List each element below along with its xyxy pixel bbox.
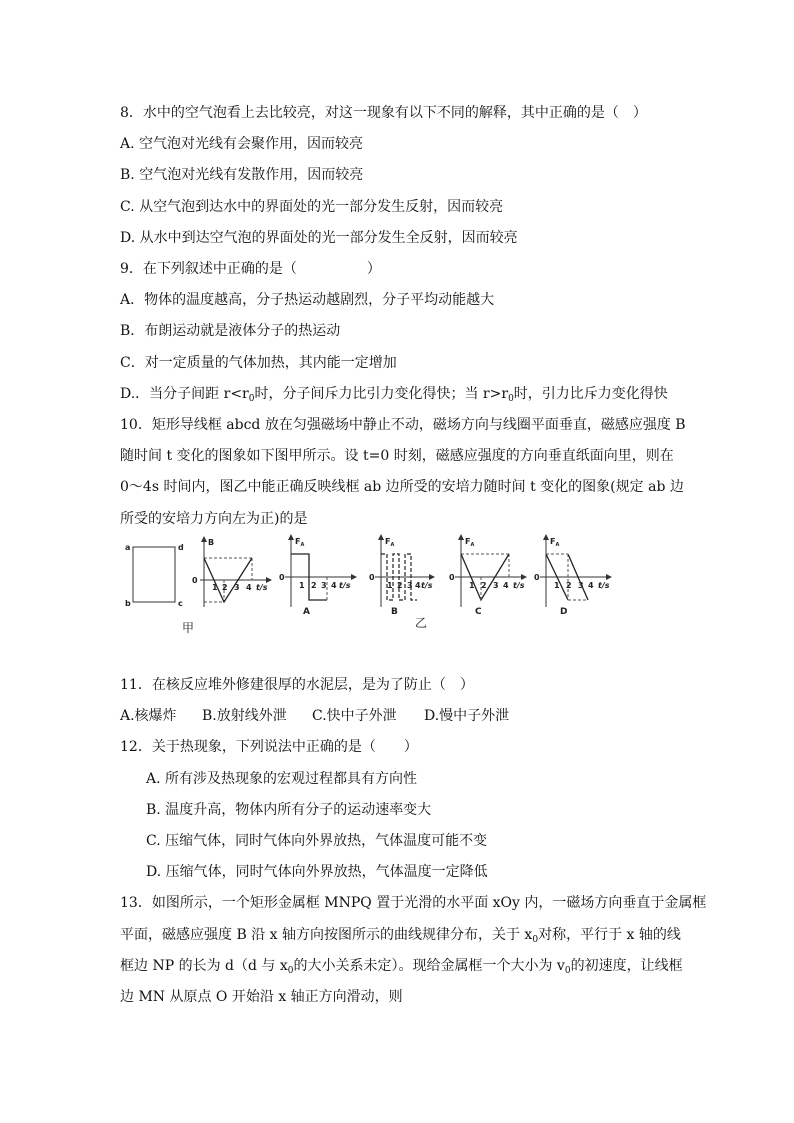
q8-option-c: C. 从空气泡到达水中的界面处的光一部分发生反射，因而较亮 bbox=[120, 199, 504, 215]
tick-1: 1 bbox=[469, 581, 475, 590]
tick-4: 4 bbox=[331, 581, 337, 590]
origin-label: 0 bbox=[369, 573, 375, 582]
origin-label: 0 bbox=[449, 573, 455, 582]
q12-option-d: D. 压缩气体，同时气体向外界放热，气体温度一定降低 bbox=[146, 864, 488, 880]
q8-option-b: B. 空气泡对光线有发散作用，因而较亮 bbox=[120, 167, 364, 183]
q9-stem: 9．在下列叙述中正确的是（ ） bbox=[120, 261, 381, 277]
tick-1: 1 bbox=[212, 583, 218, 592]
graph-option-d bbox=[534, 534, 612, 617]
graph-option-c bbox=[449, 534, 527, 617]
q8-option-a: A. 空气泡对光线有会聚作用，因而较亮 bbox=[120, 136, 364, 152]
time-axis-label: t/s bbox=[421, 581, 433, 590]
frame-corner-a: a bbox=[125, 543, 131, 552]
option-label-d: D bbox=[560, 607, 568, 617]
q13-line-2: 平面，磁感应强度 B 沿 x 轴方向按图所示的曲线规律分布，关于 $x_0$对称，平行于 x 轴的线 bbox=[120, 927, 681, 945]
q12-stem: 12．关于热现象，下列说法中正确的是（ ） bbox=[120, 739, 418, 755]
q9-option-c: C．对一定质量的气体加热，其内能一定增加 bbox=[120, 355, 397, 371]
axis-b-label: B bbox=[208, 538, 215, 547]
q10-figure bbox=[120, 532, 620, 637]
graph-option-a bbox=[279, 534, 357, 617]
q12-option-a: A. 所有涉及热现象的宏观过程都具有方向性 bbox=[146, 771, 418, 787]
option-label-b: B bbox=[391, 607, 398, 617]
q10-line-4: 所受的安培力方向左为正)的是 bbox=[120, 511, 308, 527]
origin-label: 0 bbox=[534, 573, 540, 582]
origin-label: 0 bbox=[279, 573, 285, 582]
time-axis-label: t/s bbox=[598, 581, 610, 590]
q9-option-a: A．物体的温度越高，分子热运动越剧烈，分子平均动能越大 bbox=[120, 292, 495, 308]
label-yi: 乙 bbox=[415, 616, 428, 630]
tick-2: 2 bbox=[311, 581, 317, 590]
tick-4: 4 bbox=[246, 583, 252, 592]
axis-f-label: $F_A$ bbox=[295, 537, 305, 548]
tick-3: 3 bbox=[493, 581, 499, 590]
label-jia: 甲 bbox=[182, 621, 195, 635]
frame-corner-d: d bbox=[178, 543, 184, 552]
option-label-a: A bbox=[303, 607, 310, 617]
time-axis-label: t/s bbox=[256, 583, 268, 592]
q8-option-d: D. 从水中到达空气泡的界面处的光一部分发生全反射，因而较亮 bbox=[120, 230, 518, 246]
q8-stem: 8．水中的空气泡看上去比较亮，对这一现象有以下不同的解释，其中正确的是（ ） bbox=[120, 105, 647, 121]
tick-2: 2 bbox=[566, 581, 572, 590]
q9-option-d: D.．当分子间距 $r<r_0$时，分子间斥力比引力变化得快；当 $r>r_0$时，引力比斥力变化得快 bbox=[120, 386, 668, 404]
q11-option-c: C.快中子外泄 bbox=[312, 708, 397, 724]
q13-line-3: 框边 NP 的长为 d（d 与 $x_0$的大小关系未定）。现给金属框一个大小为 $v_0$的初速度，让线框 bbox=[120, 958, 683, 976]
q11-stem: 11．在核反应堆外修建很厚的水泥层，是为了防止（ ） bbox=[120, 677, 474, 693]
tick-1: 1 bbox=[554, 581, 560, 590]
frame-corner-b: b bbox=[125, 599, 131, 608]
tick-1: 1 bbox=[299, 581, 305, 590]
tick-1: 1 bbox=[387, 581, 393, 590]
q11-option-d: D.慢中子外泄 bbox=[424, 708, 510, 724]
tick-4: 4 bbox=[415, 581, 421, 590]
tick-3: 3 bbox=[578, 581, 584, 590]
time-axis-label: t/s bbox=[513, 581, 525, 590]
axis-f-label: $F_A$ bbox=[465, 537, 475, 548]
axis-f-label: $F_A$ bbox=[385, 537, 395, 548]
q11-option-a: A.核爆炸 bbox=[120, 708, 177, 724]
frame-abcd bbox=[133, 547, 175, 602]
q10-line-2: 随时间 t 变化的图象如下图甲所示。设 t=0 时刻，磁感应强度的方向垂直纸面向里，则在 bbox=[120, 448, 674, 464]
axis-f-label: $F_A$ bbox=[550, 537, 560, 548]
tick-3: 3 bbox=[321, 581, 327, 590]
tick-3: 3 bbox=[234, 583, 240, 592]
q10-line-1: 10．矩形导线框 abcd 放在匀强磁场中静止不动，磁场方向与线圈平面垂直，磁感应强度 B bbox=[120, 417, 686, 433]
q11-option-b: B.放射线外泄 bbox=[202, 708, 287, 724]
q10-line-3: 0～4s 时间内，图乙中能正确反映线框 ab 边所受的安培力随时间 t 变化的图象(规定 ab 边 bbox=[120, 479, 684, 495]
graph-option-b bbox=[369, 534, 435, 617]
q13-line-4: 边 MN 从原点 O 开始沿 x 轴正方向滑动，则 bbox=[120, 989, 403, 1005]
tick-2: 2 bbox=[481, 581, 487, 590]
q9-option-b: B．布朗运动就是液体分子的热运动 bbox=[120, 323, 341, 339]
option-label-c: C bbox=[475, 607, 482, 617]
origin-label: 0 bbox=[192, 576, 198, 585]
tick-2: 2 bbox=[222, 583, 228, 592]
q11-options bbox=[120, 707, 509, 725]
tick-2: 2 bbox=[397, 581, 403, 590]
graph-b-t bbox=[192, 536, 272, 607]
tick-3: 3 bbox=[407, 581, 413, 590]
tick-4: 4 bbox=[588, 581, 594, 590]
q12-option-c: C. 压缩气体，同时气体向外界放热，气体温度可能不变 bbox=[146, 833, 488, 849]
time-axis-label: t/s bbox=[339, 581, 351, 590]
q13-line-1: 13．如图所示，一个矩形金属框 MNPQ 置于光滑的水平面 xOy 内，一磁场方向垂直于金属框 bbox=[120, 895, 707, 911]
tick-4: 4 bbox=[503, 581, 509, 590]
frame-corner-c: c bbox=[178, 599, 183, 608]
q12-option-b: B. 温度升高，物体内所有分子的运动速率变大 bbox=[146, 802, 432, 818]
